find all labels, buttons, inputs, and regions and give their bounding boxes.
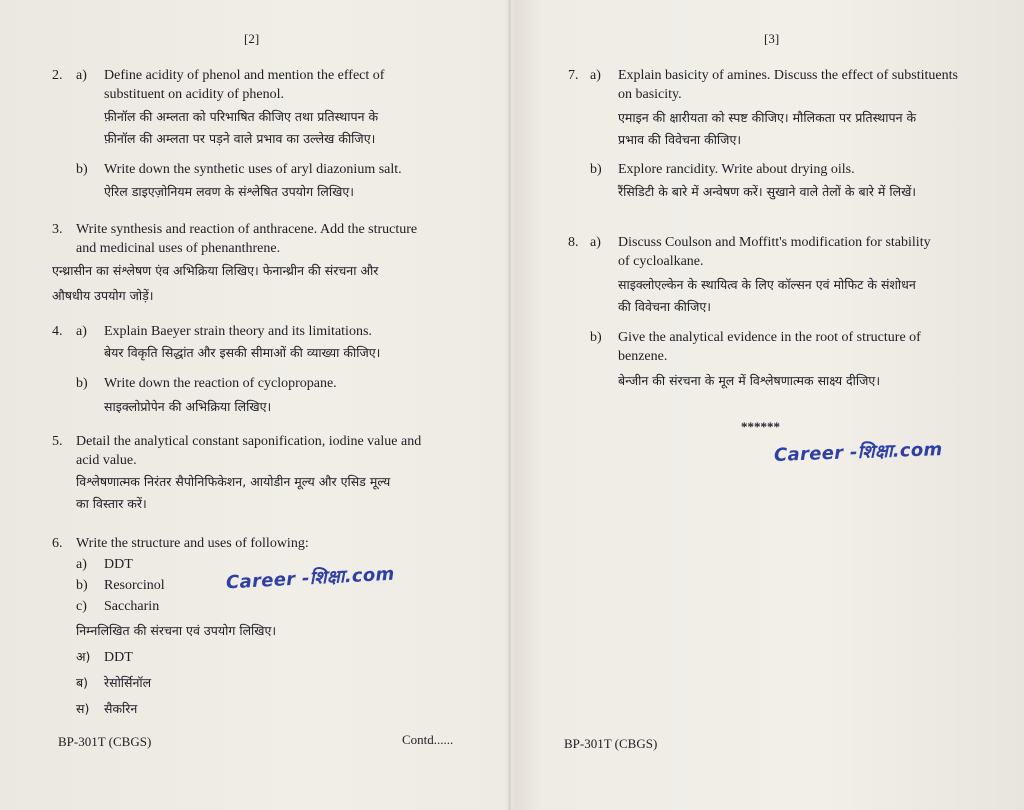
question-text-hi: साइक्लोप्रोपेन की अभिक्रिया लिखिए। xyxy=(104,399,272,414)
question-text-hi: एन्थ्रासीन का संश्लेषण एंव अभिक्रिया लिखिए। फेनान्थ्रीन की संरचना और xyxy=(52,263,379,278)
part-label: a) xyxy=(590,68,601,83)
question-number: 3. xyxy=(52,222,63,237)
item-label: a) xyxy=(76,557,87,572)
question-text-hi: फ़ीनॉल की अम्लता पर पड़ने वाले प्रभाव का उल्लेख कीजिए। xyxy=(104,131,376,146)
question-text-hi: रैंसिडिटी के बारे में अन्वेषण करें। सुखाने वाले तेलों के बारे में लिखें। xyxy=(618,184,917,199)
list-item xyxy=(76,597,376,618)
question-text-en: Discuss Coulson and Moffitt's modification for stability xyxy=(618,235,931,250)
question-text-hi: ऐरिल डाइएज़ोनियम लवण के संश्लेषित उपयोग लिखिए। xyxy=(104,184,354,199)
question-text-hi: औषधीय उपयोग जोड़ें। xyxy=(52,288,154,303)
part-label: b) xyxy=(590,162,602,177)
question-text-hi: की विवेचना कीजिए। xyxy=(618,299,712,314)
question-text-en: Explain Baeyer strain theory and its limitations. xyxy=(104,324,372,339)
item-label: ब) xyxy=(76,675,89,690)
question-text-hi: साइक्लोएल्केन के स्थायित्व के लिए कॉल्सन एवं मोफिट के संशोधन xyxy=(618,277,916,292)
question-text-hi: बेन्जीन की संरचना के मूल में विश्लेषणात्मक साक्ष्य दीजिए। xyxy=(618,373,881,388)
page-fold xyxy=(508,0,511,810)
question-text-en: Define acidity of phenol and mention the effect of xyxy=(104,68,385,83)
question-text-hi: विश्लेषणात्मक निरंतर सैपोनिफिकेशन, आयोडीन मूल्य और एसिड मूल्य xyxy=(76,474,391,489)
item-text: सैकरिन xyxy=(104,701,138,716)
question-text-en: Explore rancidity. Write about drying oils. xyxy=(618,162,855,177)
item-text: DDT xyxy=(104,650,133,665)
question-text-en: Write down the synthetic uses of aryl diazonium salt. xyxy=(104,162,402,177)
list-item xyxy=(76,698,376,724)
question-text-en: Give the analytical evidence in the root of structure of xyxy=(618,330,921,345)
question-number: 8. xyxy=(568,235,579,250)
question-text-hi: निम्नलिखित की संरचना एवं उपयोग लिखिए। xyxy=(76,623,277,638)
item-text: DDT xyxy=(104,557,133,572)
question-text-en: and medicinal uses of phenanthrene. xyxy=(76,241,281,256)
list-item xyxy=(76,672,376,698)
item-label: अ) xyxy=(76,649,91,664)
question-text-en: benzene. xyxy=(618,349,668,364)
item-label: b) xyxy=(76,578,88,593)
part-label: b) xyxy=(590,330,602,345)
items-list-hi xyxy=(76,646,376,724)
question-number: 4. xyxy=(52,324,63,339)
part-label: a) xyxy=(76,68,87,83)
watermark: Career -शिक्षा.com xyxy=(773,439,943,466)
question-number: 7. xyxy=(568,68,579,83)
question-text-en: of cycloalkane. xyxy=(618,254,704,269)
question-text-en: Explain basicity of amines. Discuss the effect of substituents xyxy=(618,68,958,83)
question-text-en: substituent on acidity of phenol. xyxy=(104,87,285,102)
paper-code: BP-301T (CBGS) xyxy=(564,736,658,751)
part-label: a) xyxy=(590,235,601,250)
item-text: Resorcinol xyxy=(104,578,165,593)
question-text-en: Write synthesis and reaction of anthracene. Add the structure xyxy=(76,222,418,237)
part-label: a) xyxy=(76,324,87,339)
item-label: c) xyxy=(76,599,87,614)
question-text-hi: बेयर विकृति सिद्धांत और इसकी सीमाओं की व्याख्या कीजिए। xyxy=(104,345,381,360)
end-marker: ****** xyxy=(741,419,780,434)
question-number: 2. xyxy=(52,68,63,83)
watermark: Career -शिक्षा.com xyxy=(225,563,396,594)
paper-code: BP-301T (CBGS) xyxy=(58,734,152,749)
continued-note: Contd...... xyxy=(402,732,454,747)
question-text-hi: एमाइन की क्षारीयता को स्पष्ट कीजिए। मौलिकता पर प्रतिस्थापन के xyxy=(618,110,917,125)
question-text-en: Write the structure and uses of following: xyxy=(76,536,309,551)
question-text-hi: फ़ीनॉल की अम्लता को परिभाषित कीजिए तथा प्रतिस्थापन के xyxy=(104,109,379,124)
part-label: b) xyxy=(76,376,88,391)
page-number: [2] xyxy=(244,31,260,46)
left-page xyxy=(0,0,508,810)
item-label: स) xyxy=(76,701,90,716)
question-text-hi: का विस्तार करें। xyxy=(76,496,147,511)
page-number: [3] xyxy=(764,31,780,46)
part-label: b) xyxy=(76,162,88,177)
question-number: 5. xyxy=(52,434,63,449)
question-text-en: Detail the analytical constant saponification, iodine value and xyxy=(76,434,422,449)
question-text-en: acid value. xyxy=(76,453,137,468)
list-item xyxy=(76,646,376,672)
question-number: 6. xyxy=(52,536,63,551)
question-text-en: Write down the reaction of cyclopropane. xyxy=(104,376,337,391)
item-text: रेसोर्सिनॉल xyxy=(104,675,152,690)
question-text-en: on basicity. xyxy=(618,87,682,102)
question-text-hi: प्रभाव की विवेचना कीजिए। xyxy=(618,132,742,147)
item-text: Saccharin xyxy=(104,599,160,614)
right-page xyxy=(512,0,1024,810)
